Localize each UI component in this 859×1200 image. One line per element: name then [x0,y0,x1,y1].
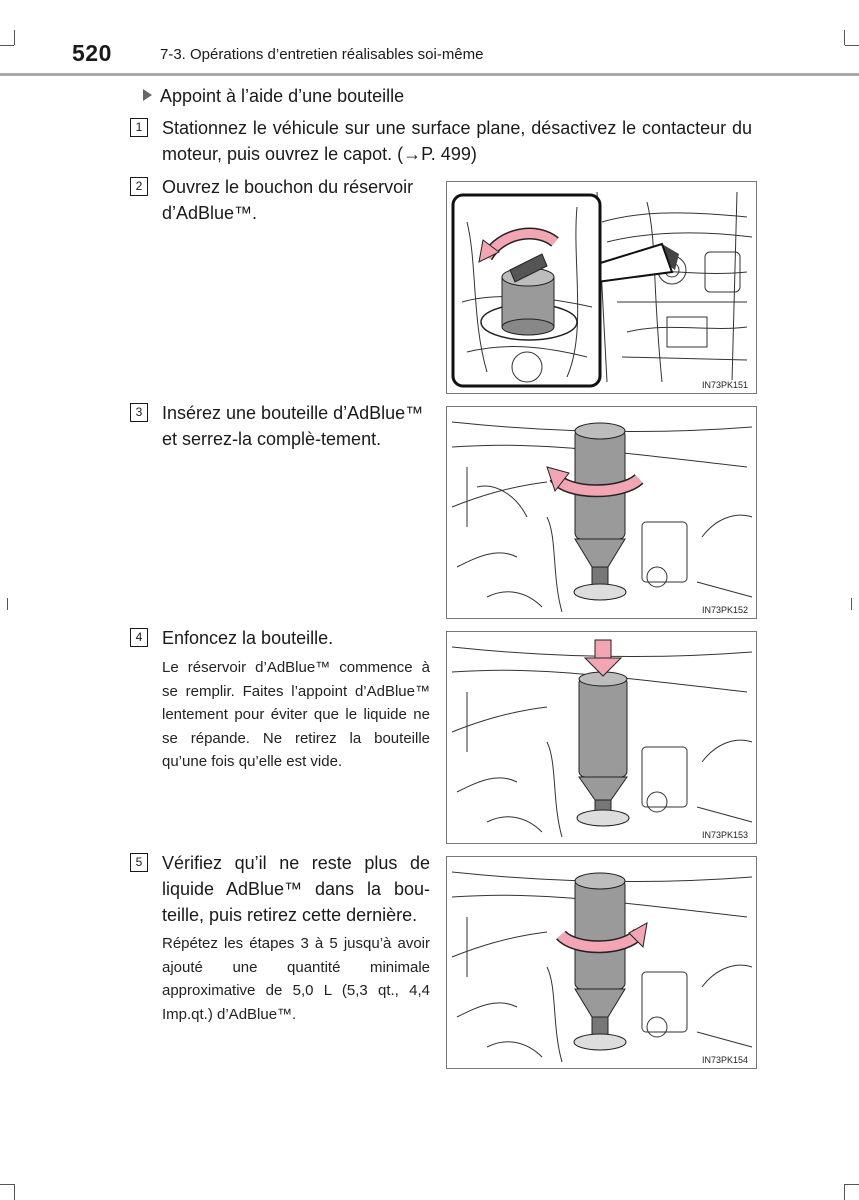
crop-mark [845,45,859,46]
step-text: Stationnez le véhicule sur une surface plane, désactivez le contacteur du moteur, puis ouvrez le capot. (→P. 499) [162,118,752,164]
figure-remove-bottle [446,856,757,1069]
step-number: 3 [130,403,148,422]
crop-mark [844,30,845,45]
crop-mark [14,1184,15,1200]
figure-push-bottle [446,631,757,844]
figure-insert-bottle [446,406,757,619]
step-text: Vérifiez qu’il ne reste plus de liquide AdBlue™ dans la bou-teille, puis retirez cette dernière. [162,853,430,925]
figure-id: IN73PK152 [701,605,748,615]
crop-mark [0,1184,14,1185]
intro-heading [143,86,404,107]
crop-mark [851,598,852,610]
step-number: 5 [130,853,148,872]
step-number: 4 [130,628,148,647]
page-number: 520 [72,40,112,66]
header-rule [0,73,859,76]
step-number: 1 [130,118,148,137]
step-number: 2 [130,177,148,196]
figure-id: IN73PK154 [701,1055,748,1065]
step-text: Insérez une bouteille d’AdBlue™ et serrez-la complè-tement. [162,403,424,449]
step-text: Ouvrez le bouchon du réservoir d’AdBlue™. [162,177,414,223]
crop-mark [14,30,15,45]
figure-adblue-cap [446,181,757,394]
crop-mark [7,598,8,610]
crop-mark [844,1184,845,1200]
figure-id: IN73PK153 [701,830,748,840]
crop-mark [0,45,14,46]
step-note: Répétez les étapes 3 à 5 jusqu’à avoir ajouté une quantité minimale approximative de 5,0 L (5,3 qt., 4,4 Imp.qt.) d’AdBlue™. [162,935,430,1023]
triangle-bullet-icon [143,89,152,101]
step-note: Le réservoir d’AdBlue™ commence à se remplir. Faites l’appoint d’AdBlue™ lentement pour éviter que le liquide ne se répande. Ne retirez la bouteille qu’une fois qu’elle est vide. [162,659,430,770]
figure-id: IN73PK151 [701,380,748,390]
section-title: 7-3. Opérations d’entretien réalisables soi-même [160,46,484,63]
intro-text: Appoint à l’aide d’une bouteille [160,86,405,106]
step-text: Enfoncez la bouteille. [162,628,334,648]
crop-mark [845,1184,859,1185]
